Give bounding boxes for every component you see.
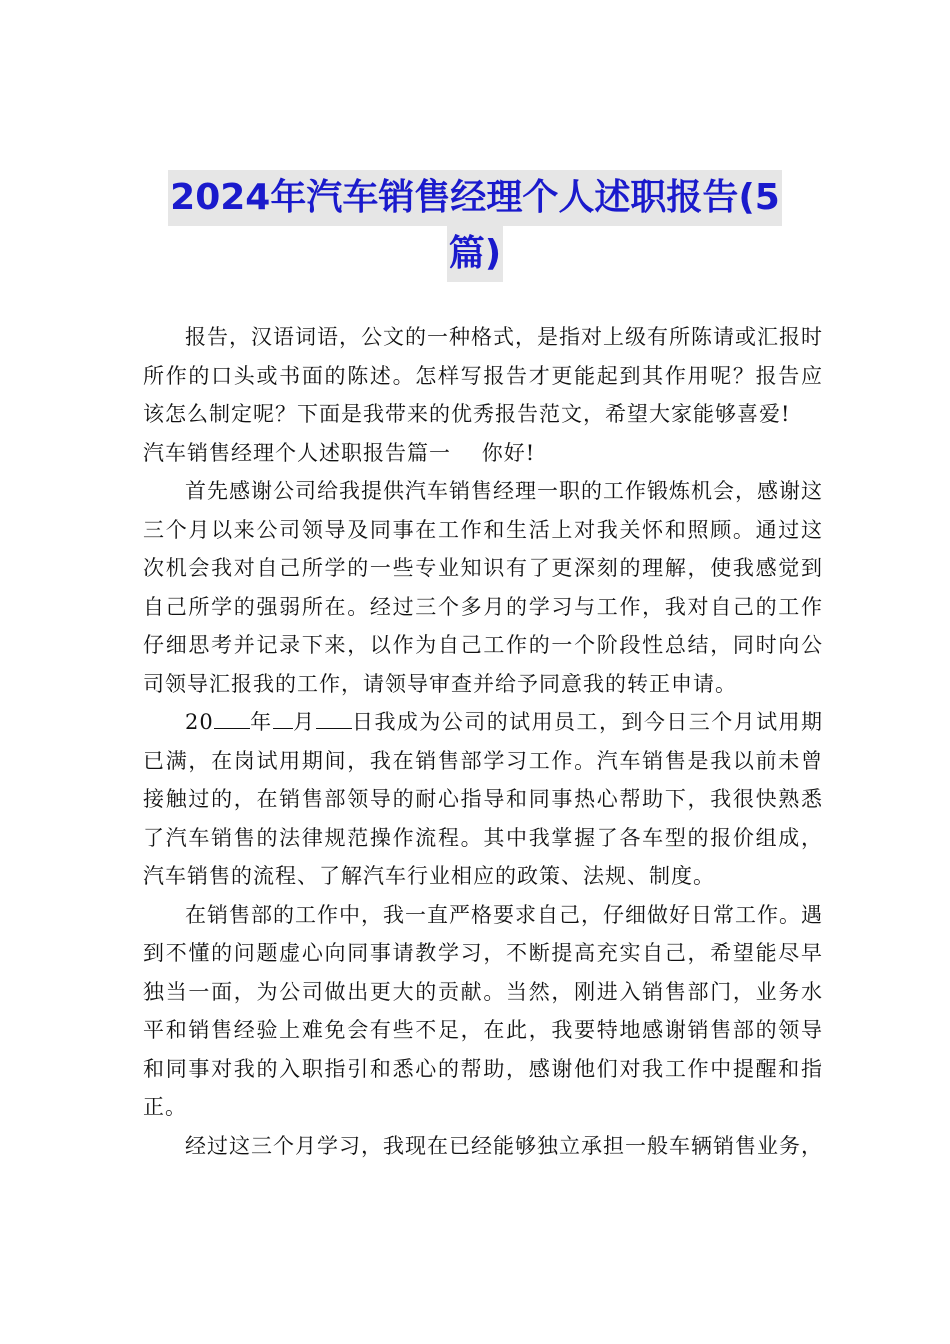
document-body xyxy=(143,318,823,1165)
paragraph-2-text: 日我成为公司的试用员工，到今日三个月试用期已满，在岗试用期间，我在销售部学习工作。汽车销售是我以前未曾接触过的，在销售部领导的耐心指导和同事热心帮助下，我很快熟悉了汽车销售的法律规范操作流程。其中我掌握了各车型的报价组成，汽车销售的流程、了解汽车行业相应的政策、法规、制度。 xyxy=(143,710,824,888)
document-title xyxy=(120,170,830,282)
paragraph-4: 经过这三个月学习，我现在已经能够独立承担一般车辆销售业务， xyxy=(185,1133,823,1158)
paragraph-2 xyxy=(143,703,823,896)
section-heading: 汽车销售经理个人述职报告篇一 你好! xyxy=(143,440,536,465)
month-blank xyxy=(273,706,293,729)
intro-paragraph: 报告，汉语词语，公文的一种格式，是指对上级有所陈请或汇报时所作的口头或书面的陈述。怎样写报告才更能起到其作用呢？报告应该怎么制定呢？下面是我带来的优秀报告范文，希望大家能够喜爱! xyxy=(143,325,823,426)
year-blank xyxy=(214,706,250,729)
paragraph-1: 首先感谢公司给我提供汽车销售经理一职的工作锻炼机会，感谢这三个月以来公司领导及同事在工作和生活上对我关怀和照顾。通过这次机会我对自己所学的一些专业知识有了更深刻的理解，使我感觉到自己所学的强弱所在。经过三个多月的学习与工作，我对自己的工作仔细思考并记录下来，以作为自己工作的一个阶段性总结，同时向公司领导汇报我的工作，请领导审查并给予同意我的转正申请。 xyxy=(143,479,823,696)
year-label: 年 xyxy=(249,710,273,734)
paragraph-3: 在销售部的工作中，我一直严格要求自己，仔细做好日常工作。遇到不懂的问题虚心向同事请教学习，不断提高充实自己，希望能尽早独当一面，为公司做出更大的贡献。当然，刚进入销售部门，业务水平和销售经验上难免会有些不足，在此，我要特地感谢销售部的领导和同事对我的入职指引和悉心的帮助，感谢他们对我工作中提醒和指正。 xyxy=(143,902,823,1119)
month-label: 月 xyxy=(292,710,316,734)
title-line-2: 篇) xyxy=(447,226,503,282)
date-prefix: 20 xyxy=(185,710,214,734)
day-blank xyxy=(316,706,352,729)
title-line-1: 2024年汽车销售经理个人述职报告(5 xyxy=(168,170,782,226)
